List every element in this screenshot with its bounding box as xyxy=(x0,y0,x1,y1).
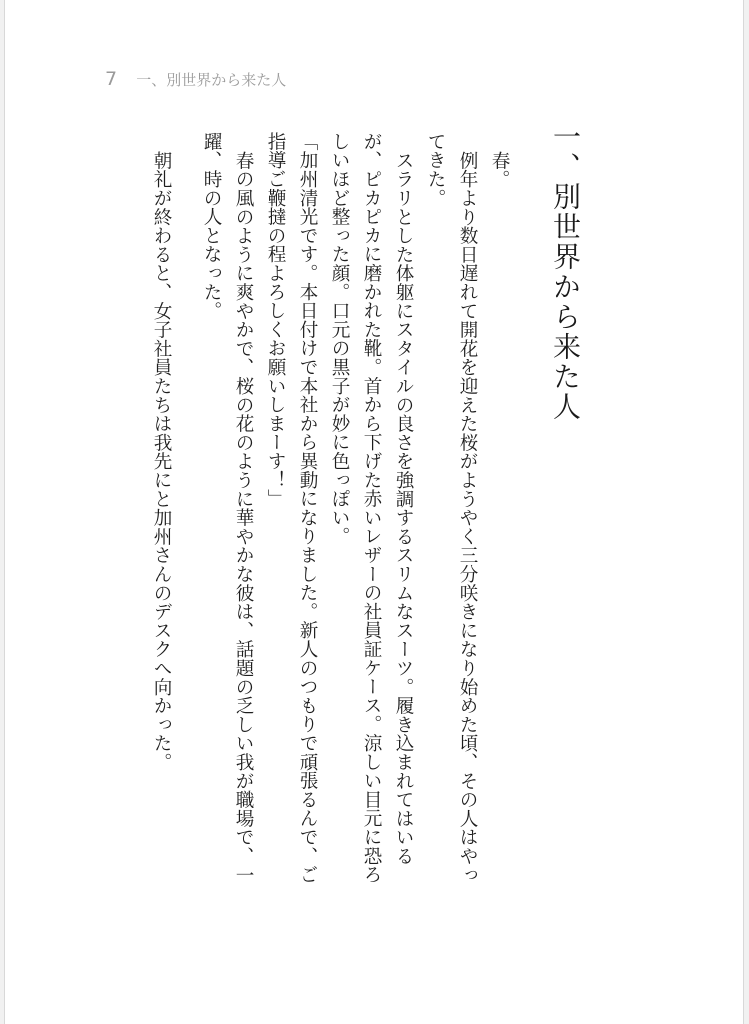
book-page xyxy=(4,0,744,1024)
paragraph-2: 例年より数日遅れて開花を迎えた桜がようやく三分咲きになり始めた頃、その人はやってきた。 xyxy=(425,132,478,884)
body-text xyxy=(145,132,515,892)
paragraph-5: 春の風のように爽やかで、桜の花のように華やかな彼は、話題の乏しい我が職場で、一躍、時の人となった。 xyxy=(201,132,254,884)
page-number: 7 xyxy=(105,68,118,90)
paragraph-4: 「加州清光です。本日付けで本社から異動になりました。新人のつもりで頑張るんで、ご指導ご鞭撻の程よろしくお願いしまーす！」 xyxy=(265,132,318,884)
running-chapter-title: 一、別世界から来た人 xyxy=(136,71,287,89)
paragraph-3: スラリとした体躯にスタイルの良さを強調するスリムなスーツ。履き込まれてはいるが、ピカピカに磨かれた靴。首から下げた赤いレザーの社員証ケース。涼しい目元に恐ろしいほど整った顔。口元の黒子が妙に色っぽい。 xyxy=(329,132,414,884)
running-header xyxy=(105,68,286,90)
paragraph-6: 朝礼が終わると、女子社員たちは我先にと加州さんのデスクへ向かった。 xyxy=(151,150,172,771)
paragraph-1: 春。 xyxy=(489,150,510,189)
chapter-heading: 一、別世界から来た人 xyxy=(549,122,582,422)
